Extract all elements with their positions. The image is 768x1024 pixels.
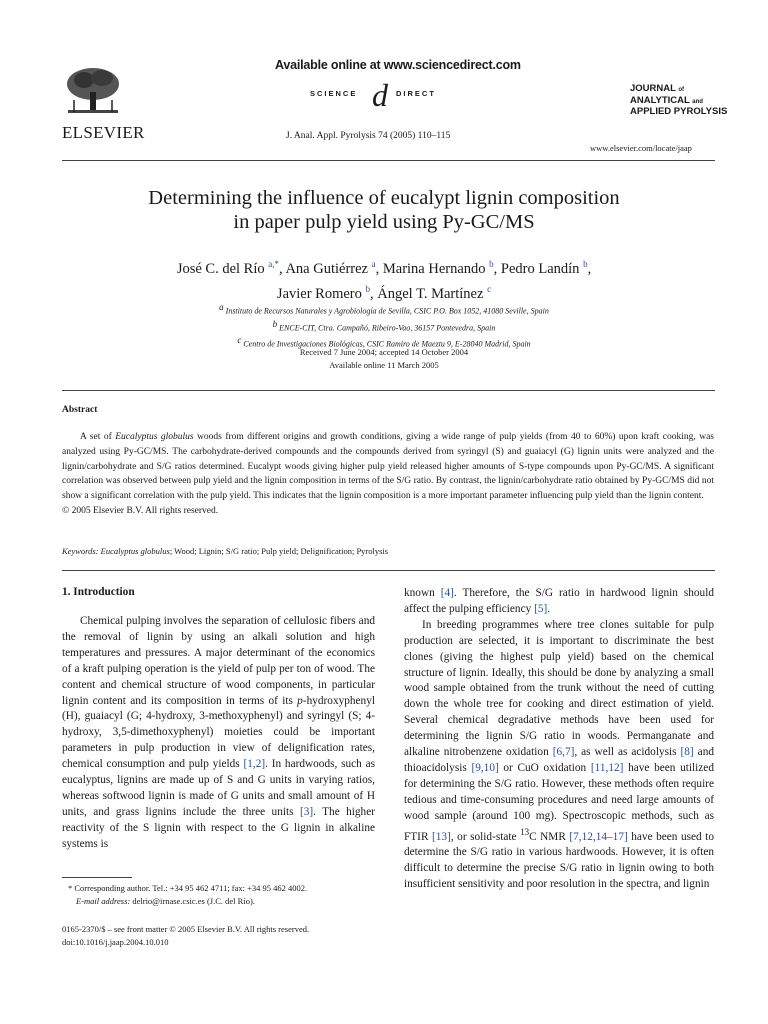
reference-link[interactable]: [5] [534, 602, 548, 615]
journal-of: of [678, 87, 685, 93]
author-name: Marina Hernando [382, 260, 486, 277]
sd-at-icon: d [372, 77, 388, 113]
keywords: Keywords: Eucalyptus globulus; Wood; Lignin; S/G ratio; Pulp yield; Delignification; Pyrolysis [62, 546, 389, 556]
author-name: Ángel T. Martínez [377, 285, 484, 302]
abstract-heading: Abstract [62, 405, 98, 415]
page-footer [62, 923, 392, 948]
author-affil-link[interactable]: b [583, 259, 588, 269]
author-affil-link[interactable]: a [371, 259, 376, 269]
sd-science-text: SCIENCE [310, 89, 358, 98]
reference-link[interactable]: [1,2] [243, 758, 266, 771]
header-divider [62, 160, 715, 161]
article-dates [0, 346, 768, 372]
journal-analytical: ANALYTICAL [630, 94, 690, 106]
keywords-divider [62, 570, 715, 571]
author-list: José C. del Río $^{a,*}$, Ana Gutiérrez $^a$, Marina Hernando $^b$, Pedro Landín $^b$, Javier Romero $^b$, Ángel T. Martínez $^c$ [176, 259, 592, 302]
corresponding-author-footnote: * Corresponding author. Tel.: +34 95 462 4711; fax: +34 95 462 4002. E-mail address: delrio@irnase.csic.es (J.C. del Río). [68, 883, 308, 906]
online-date: Available online 11 March 2005 [329, 360, 439, 370]
affiliation-a: $^a$ Instituto de Recursos Naturales y Agrobiología de Sevilla, CSIC P.O. Box 1052, 41080 Seville, Spain [219, 302, 549, 316]
publisher-name: ELSEVIER [62, 123, 145, 142]
doi-link[interactable]: doi:10.1016/j.jaap.2004.10.010 [62, 936, 169, 947]
received-date: Received 7 June 2004; accepted 14 October 2004 [299, 347, 469, 357]
author-affil-link[interactable]: b [489, 259, 494, 269]
author-name: Javier Romero [276, 285, 362, 302]
abstract-divider [62, 390, 715, 391]
journal-citation: J. Anal. Appl. Pyrolysis 74 (2005) 110–115 [286, 131, 451, 141]
article-title [0, 186, 768, 234]
reference-link[interactable]: [8] [680, 746, 694, 759]
journal-applied-pyrolysis: APPLIED PYROLYSIS [630, 106, 728, 117]
reference-link[interactable]: [9,10] [471, 761, 499, 774]
reference-link[interactable]: [7,12,14–17] [569, 830, 628, 843]
reference-link[interactable]: [6,7] [552, 746, 575, 759]
title-line-1: Determining the influence of eucalypt lignin composition [148, 187, 620, 209]
intro-column-right [404, 586, 714, 893]
author-name: Pedro Landín [500, 260, 580, 277]
sciencedirect-logo [310, 77, 480, 113]
author-name: Ana Gutiérrez [285, 260, 368, 277]
issn-line: 0165-2370/$ – see front matter © 2005 Elsevier B.V. All rights reserved. [62, 924, 310, 934]
affiliation-b: $^b$ ENCE-CIT, Ctra. Campañó, Ribeiro-Vao, 36157 Pontevedra, Spain [272, 318, 496, 333]
reference-link[interactable]: [13] [432, 830, 451, 843]
intro-paragraph-2: In breeding programmes where tree clones suitable for pulp production are selected, it is important to discriminate the best clones (giving the highest pulp yield) based on the chemical structure of lignin. Ideally, this should be done by analyzing a small wood sample obtained from the trunk without the need of cutting down the whole tree for cooking and direct estimation of yield. Several chemical degradative methods have been used for determining the lignin S/G ratio in woods. Permanganate and alkaline nitrobenzene oxidation [6,7], as well as acidolysis [8] and thioacidolysis [9,10] or CuO oxidation [11,12] have been utilized for determining the S/G ratio. However, these methods often require tedious and time-consuming procedures and need large amounts of wood sample (around 100 mg). Spectroscopic methods, such as FTIR [13], or solid-state $^{13}$C NMR [7,12,14–17] have been used to determine the S/G ratio in various hardwoods. However, it is often difficult to determine the precise S/G ratio in lignin owing to both insufficient sensitivity and poor resolution in the spectra, and lignin [404, 618, 714, 891]
author-name: José C. del Río [176, 260, 265, 277]
reference-link[interactable]: [4] [440, 587, 454, 599]
journal-and: and [692, 98, 703, 105]
author-email-link[interactable]: delrio@irnase.csic.es (J.C. del Río). [130, 895, 255, 906]
elsevier-tree-icon [62, 66, 124, 116]
author-affil-link[interactable]: a,* [268, 259, 279, 269]
journal-word: JOURNAL [630, 83, 676, 94]
elsevier-logo [62, 66, 145, 143]
section-heading-introduction: 1. Introduction [62, 586, 135, 598]
journal-logo-text [630, 84, 727, 118]
affiliation-c: $^c$ Centro de Investigaciones Biológicas, CSIC Ramiro de Maeztu 9, E-28040 Madrid, Spain [237, 335, 531, 349]
sd-direct-text: DIRECT [396, 89, 436, 98]
reference-link[interactable]: [3] [299, 805, 314, 818]
reference-link[interactable]: [11,12] [590, 761, 624, 774]
affiliations [0, 301, 768, 351]
title-line-2: in paper pulp yield using Py-GC/MS [233, 211, 535, 233]
footnote-divider [62, 877, 132, 878]
abstract-body: A set of Eucalyptus globulus woods from different origins and growth conditions, giving a wide range of pulp yields (from 40 to 60%) upon kraft cooking, was analyzed using Py-GC/MS. The carbohydrate-derived compounds and the compounds derived from syringyl (S) and guaiacyl (G) lignin units were analyzed and the lignin/carbohydrate and S/G ratios determined. Eucalypt woods giving higher pulp yield released higher amounts of S-type compounds upon Py-GC/MS. A significant correlation was observed between pulp yield and the lignin composition in terms of the S/G ratio. By contrast, the lignin/carbohydrate ratio obtained by Py-GC/MS did not show a significant correlation with the pulp yield. This indicates that the lignin composition is a more important parameter influencing pulp yield than the lignin content. © 2005 Elsevier B.V. All rights reserved. [62, 432, 714, 516]
journal-url-link[interactable]: www.elsevier.com/locate/jaap [590, 143, 692, 153]
abstract-copyright: © 2005 Elsevier B.V. All rights reserved. [62, 505, 219, 516]
available-online-text: Available online at www.sciencedirect.com [275, 58, 521, 72]
intro-paragraph-left: Chemical pulping involves the separation of cellulosic fibers and the removal of lignin by using an alkali solution and high temperatures and pressures. A major determinant of the economics of a kraft pulping operation is the yield of pulp per ton of wood. The content and chemical structure of wood components, in particular lignin content and its composition in terms of its p-hydroxyphenyl (H), guaiacyl (G; 4-hydroxy, 3-methoxyphenyl) and syringyl (S; 4-hydroxy, 3,5-dimethoxyphenyl) moieties could be important parameters in pulp production in view of delignification rates, chemical consumption and pulp yields [1,2]. In hardwoods, such as eucalyptus, lignins are made up of S and G units in varying ratios, whereas softwood lignin is made of G units and small amount of H units, and grass lignins include the three units [3]. The higher reactivity of the S lignin with respect to the G lignin in alkaline systems is [62, 615, 376, 850]
author-affil-link[interactable]: b [365, 283, 371, 294]
author-affil-link[interactable]: c [487, 283, 492, 294]
intro-paragraph-continued: known [4]. Therefore, the S/G ratio in hardwood lignin should affect the pulping efficiency [5]. [404, 587, 714, 615]
